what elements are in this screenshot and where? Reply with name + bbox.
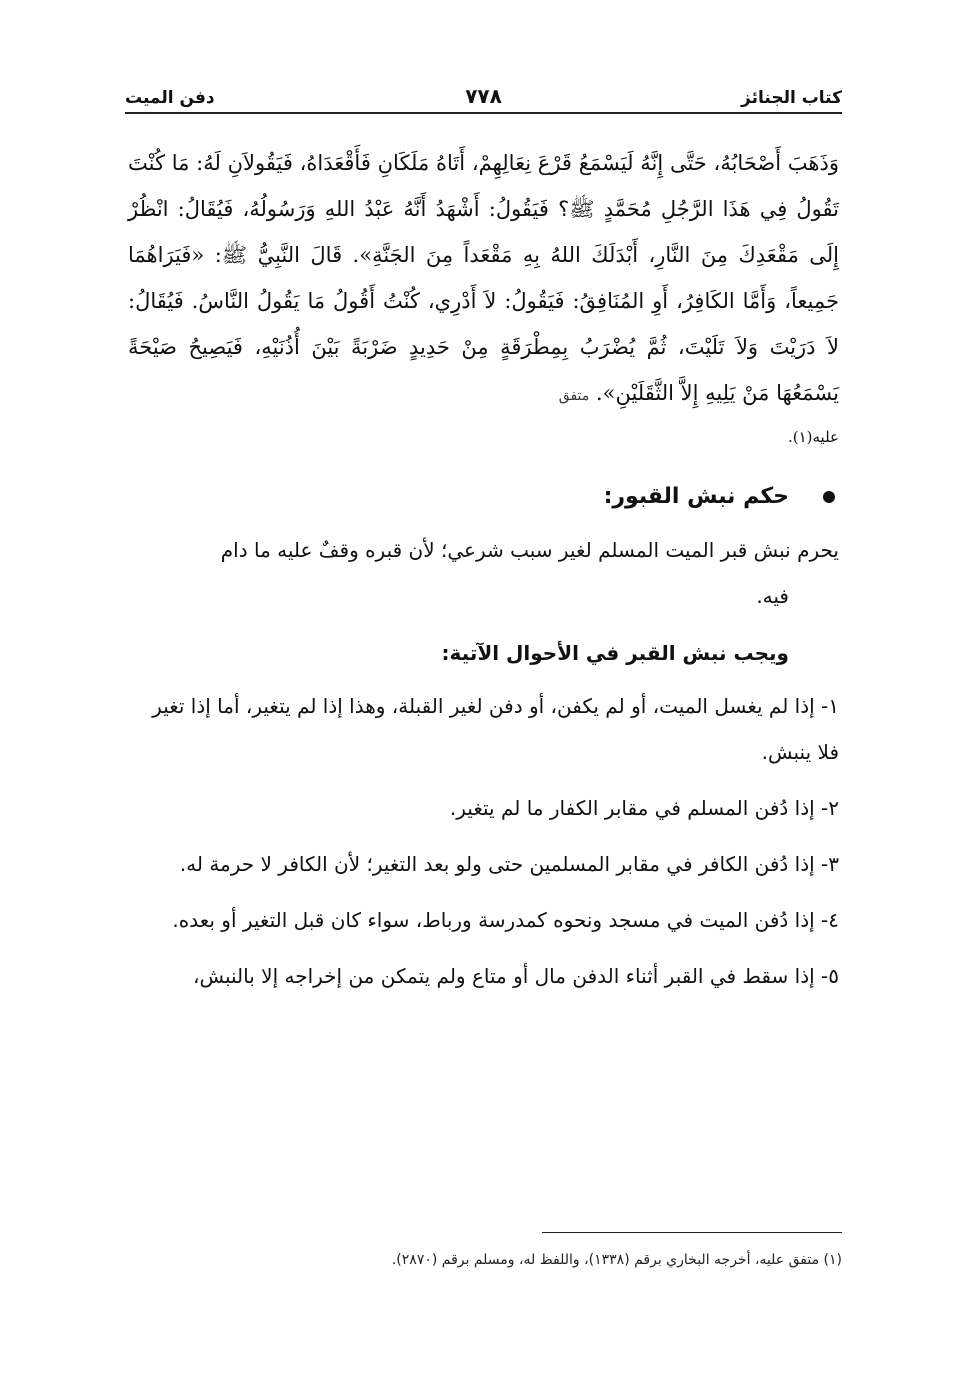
running-header xyxy=(125,80,842,110)
footnote-reference[interactable]: (١) xyxy=(792,428,813,446)
header-rule xyxy=(125,112,842,114)
section-title: حكم نبش القبور: xyxy=(603,484,789,509)
hadith-source-line: عليه(١). xyxy=(787,428,839,446)
hadith-text: وَذَهَبَ أَصْحَابُهُ، حَتَّى إِنَّهُ لَيَسْمَعُ قَرْعَ نِعَالِهِمْ، أَتَاهُ مَلَكَانِ فَأَقْعَدَاهُ، فَيَقُولاَنِ لَهُ: مَا كُنْتَ تَقُولُ فِي هَذَا الرَّجُلِ مُحَمَّدٍ ﷺ؟ فَيَقُولُ: أَشْهَدُ أَنَّهُ عَبْدُ اللهِ وَرَسُولُهُ، فَيُقَالُ: انْظُرْ إِلَى مَقْعَدِكَ مِنَ النَّارِ، أَبْدَلَكَ اللهُ بِهِ مَقْعَداً مِنَ الجَنَّةِ». قَالَ النَّبِيُّ ﷺ: «فَيَرَاهُمَا جَمِيعاً، وَأَمَّا الكَافِرُ، أَوِ المُنَافِقُ: فَيَقُولُ: لاَ أَدْرِي، كُنْتُ أَقُولُ مَا يَقُولُ النَّاسُ. فَيُقَالُ: لاَ دَرَيْتَ وَلاَ تَلَيْتَ، ثُمَّ يُضْرَبُ بِمِطْرَقَةٍ مِنْ حَدِيدٍ ضَرْبَةً بَيْنَ أُذُنَيْهِ، فَيَصِيحُ صَيْحَةً يَسْمَعُهَا مَنْ يَلِيهِ إِلاَّ الثَّقَلَيْنِ». xyxy=(128,151,839,405)
list-item: ٤- إذا دُفن الميت في مسجد ونحوه كمدرسة ورباط، سواء كان قبل التغير أو بعده. xyxy=(172,908,839,932)
hadith-paragraph xyxy=(128,140,839,419)
intro-paragraph xyxy=(128,527,839,619)
list-item: ١- إذا لم يغسل الميت، أو لم يكفن، أو دفن لغير القبلة، وهذا إذا لم يتغير، أما إذا تغير فلا ينبش. xyxy=(152,694,839,764)
footnote-rule xyxy=(542,1232,842,1233)
intro-line-1: يحرم نبش قبر الميت المسلم لغير سبب شرعي؛ لأن قبره وقفٌ عليه ما دام xyxy=(220,538,839,562)
list-item: ٥- إذا سقط في القبر أثناء الدفن مال أو متاع ولم يتمكن من إخراجه إلا بالنبش، xyxy=(193,964,839,988)
footnote: (١) متفق عليه، أخرجه البخاري برقم (١٣٣٨)، واللفظ له، ومسلم برقم (٢٨٧٠). xyxy=(391,1252,842,1268)
list-item: ٢- إذا دُفن المسلم في مقابر الكفار ما لم يتغير. xyxy=(449,796,839,820)
hadith-source: متفق xyxy=(558,388,590,404)
hadith-source-cont: عليه xyxy=(812,428,839,446)
section-heading xyxy=(128,477,839,517)
book-title: كتاب الجنائز xyxy=(741,88,842,108)
bullet-icon xyxy=(823,491,835,503)
main-text xyxy=(128,140,839,999)
intro-line-2: فيه. xyxy=(756,584,789,608)
page-number: ٧٧٨ xyxy=(465,84,502,108)
sub-heading: ويجب نبش القبر في الأحوال الآتية: xyxy=(441,641,789,665)
list-item: ٣- إذا دُفن الكافر في مقابر المسلمين حتى ولو بعد التغير؛ لأن الكافر لا حرمة له. xyxy=(179,852,839,876)
chapter-title: دفن الميت xyxy=(125,88,215,108)
conditions-list xyxy=(128,683,839,999)
